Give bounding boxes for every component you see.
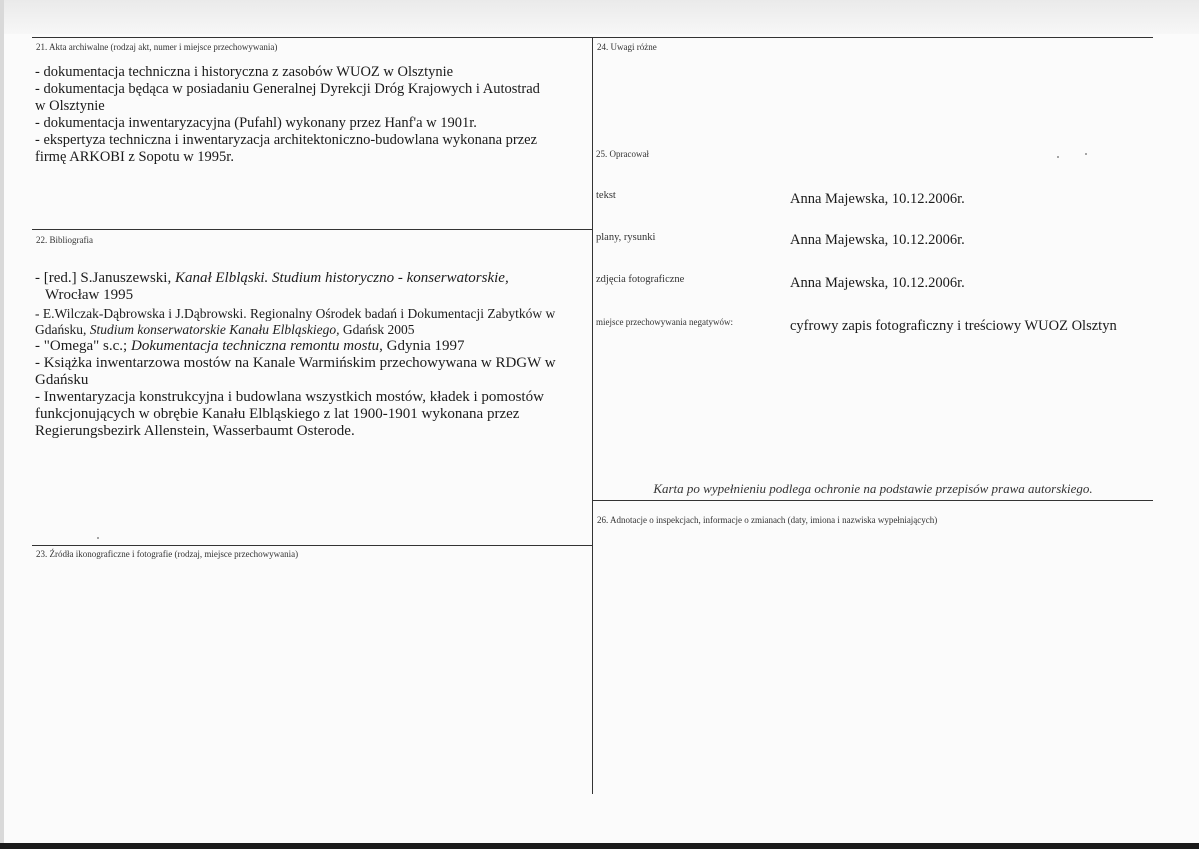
prepared-by-label: plany, rysunki xyxy=(596,232,656,243)
bib-title: Dokumentacja techniczna remontu mostu xyxy=(130,338,380,354)
archive-line: - dokumentacja techniczna i historyczna z zasobów WUOZ w Olsztynie xyxy=(35,64,454,80)
section-22-header: 22. Bibliografia xyxy=(36,235,93,245)
scan-top-edge xyxy=(0,0,1199,34)
bibliography-entry-cont: funkcjonujących w obrębie Kanału Elbląskiego z lat 1900-1901 wykonana przez xyxy=(35,406,520,422)
archive-line: - ekspertyza techniczna i inwentaryzacja architektoniczno-budowlana wykonana przez xyxy=(35,132,538,148)
bib-place: Gdańsku, xyxy=(35,322,90,337)
bibliography-entry-cont: Wrocław 1995 xyxy=(45,287,134,303)
archive-line: w Olsztynie xyxy=(35,98,105,114)
rule-22-23 xyxy=(32,545,592,546)
section-21-header: 21. Akta archiwalne (rodzaj akt, numer i miejsce przechowywania) xyxy=(36,42,278,52)
prepared-by-value: Anna Majewska, 10.12.2006r. xyxy=(790,232,965,248)
section-21-content xyxy=(35,64,540,166)
bibliography-list xyxy=(35,270,590,440)
bibliography-entry: - Inwentaryzacja konstrukcyjna i budowlana wszystkich mostów, kładek i pomostów xyxy=(35,389,544,405)
prepared-by-label: zdjęcia fotograficzne xyxy=(596,274,685,285)
scan-speck xyxy=(1085,153,1087,155)
bibliography-entry: - Książka inwentarzowa mostów na Kanale Warmińskim przechowywana w RDGW w xyxy=(35,355,556,371)
copyright-note: Karta po wypełnieniu podlega ochronie na podstawie przepisów prawa autorskiego. xyxy=(653,481,1093,496)
rule-25-26 xyxy=(592,500,1153,501)
prepared-by-value: Anna Majewska, 10.12.2006r. xyxy=(790,191,965,207)
bibliography-entry xyxy=(35,270,590,287)
prepared-by-value: cyfrowy zapis fotograficzny i treściowy WUOZ Olsztyn xyxy=(790,318,1117,334)
bibliography-entry-cont: Gdańsku xyxy=(35,372,89,388)
scan-bottom-edge xyxy=(0,843,1199,849)
archive-line: firmę ARKOBI z Sopotu w 1995r. xyxy=(35,149,234,165)
scan-left-edge xyxy=(0,0,4,849)
archive-line: - dokumentacja będąca w posiadaniu Generalnej Dyrekcji Dróg Krajowych i Autostrad xyxy=(35,81,540,97)
section-26-header: 26. Adnotacje o inspekcjach, informacje o zmianach (daty, imiona i nazwiska wypełniających) xyxy=(597,515,938,525)
prepared-by-value: Anna Majewska, 10.12.2006r. xyxy=(790,275,965,291)
scan-speck xyxy=(1057,156,1059,158)
bibliography-entry-cont xyxy=(35,322,590,338)
bib-title: Studium konserwatorskie Kanału Elbląskiego, xyxy=(89,322,340,337)
scan-speck xyxy=(97,537,99,539)
bibliography-entry xyxy=(35,338,590,355)
section-23-header: 23. Źródła ikonograficzne i fotografie (rodzaj, miejsce przechowywania) xyxy=(36,549,299,559)
bib-imprint: , Gdynia 1997 xyxy=(379,338,465,354)
bibliography-entry-cont: Regierungsbezirk Allenstein, Wasserbaumt Osterode. xyxy=(35,423,355,439)
archive-line: - dokumentacja inwentaryzacyjna (Pufahl) wykonany przez Hanf'a w 1901r. xyxy=(35,115,477,131)
bib-imprint: Gdańsk 2005 xyxy=(339,322,415,337)
prepared-by-label: miejsce przechowywania negatywów: xyxy=(596,317,733,327)
prepared-by-label: tekst xyxy=(596,190,616,201)
bib-title: Kanał Elbląski. Studium historyczno - konserwatorskie, xyxy=(174,270,509,286)
bib-author: - "Omega" s.c.; xyxy=(35,338,131,354)
rule-21-22 xyxy=(32,229,592,230)
center-divider xyxy=(592,37,593,794)
section-24-header: 24. Uwagi różne xyxy=(597,42,657,52)
bibliography-entry: - E.Wilczak-Dąbrowska i J.Dąbrowski. Regionalny Ośrodek badań i Dokumentacji Zabytków w xyxy=(35,306,556,321)
bib-author: - [red.] S.Januszewski, xyxy=(35,270,175,286)
section-25-header: 25. Opracował xyxy=(596,149,649,159)
